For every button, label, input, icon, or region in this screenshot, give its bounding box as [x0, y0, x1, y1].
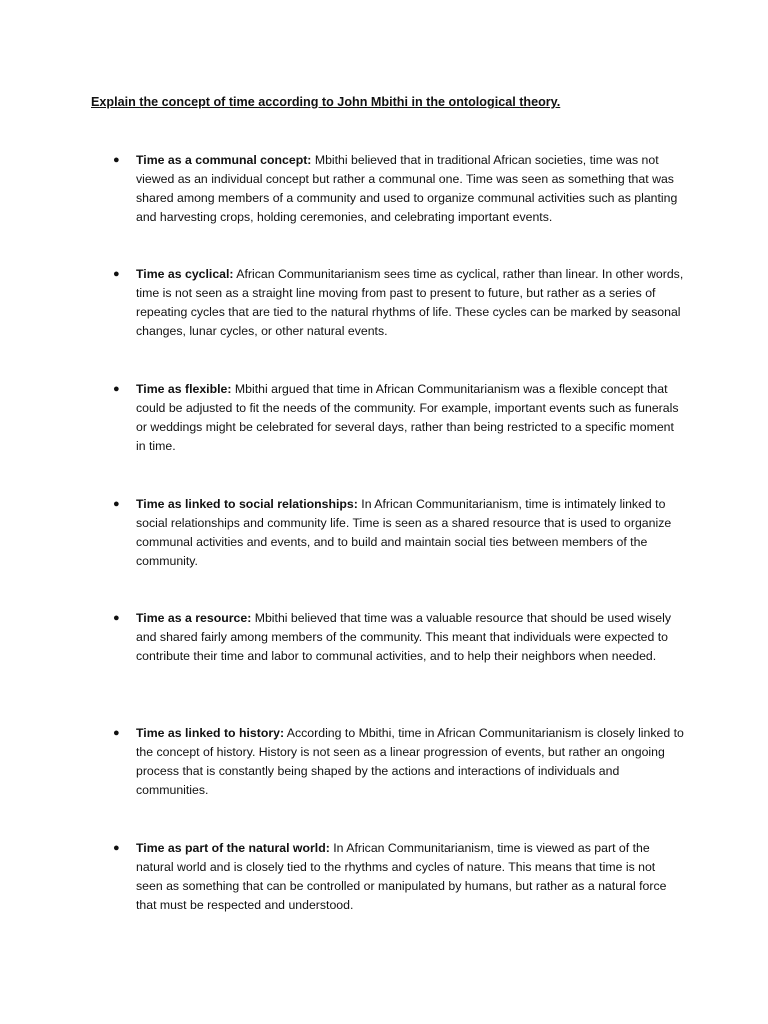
bullet-icon: ●	[113, 498, 120, 510]
list-item-description: Mbithi believed that time was a valuable resource that should be used wisely and shared fairly among members of the community. This meant that individuals were expected to contribute their time and labor to communal activities, and to help their neighbors when needed.	[136, 611, 671, 663]
bullet-icon: ●	[113, 383, 120, 395]
list-item-description: African Communitarianism sees time as cyclical, rather than linear. In other words, time is not seen as a straight line moving from past to present to future, but rather as a series of repeating cycles that are tied to the natural rhythms of life. These cycles can be marked by seasonal changes, lunar cycles, or other natural events.	[136, 267, 684, 338]
list-item-description: According to Mbithi, time in African Communitarianism is closely linked to the concept of history. History is not seen as a linear progression of events, but rather an ongoing process that is constantly being shaped by the actions and interactions of individuals and communities.	[136, 726, 684, 797]
list-item-term: Time as cyclical:	[136, 267, 234, 281]
list-item-text	[136, 380, 684, 456]
list-item-description: Mbithi believed that in traditional African societies, time was not viewed as an individual concept but rather a communal one. Time was seen as something that was shared among members of a community and used to organize communal activities such as planting and harvesting crops, holding ceremonies, and celebrating important events.	[136, 153, 678, 224]
list-item-term: Time as part of the natural world:	[136, 841, 330, 855]
list-item-description: Mbithi argued that time in African Communitarianism was a flexible concept that could be adjusted to fit the needs of the community. For example, important events such as funerals or weddings might be celebrated for several days, rather than being restricted to a specific moment in time.	[136, 382, 679, 453]
list-item-description: In African Communitarianism, time is viewed as part of the natural world and is closely tied to the rhythms and cycles of nature. This means that time is not seen as something that can be controlled or manipulated by humans, but rather as a natural force that must be respected and understood.	[136, 841, 667, 912]
document-heading: Explain the concept of time according to John Mbithi in the ontological theory.	[91, 95, 561, 109]
list-item-text	[136, 724, 684, 800]
list-item-term: Time as a communal concept:	[136, 153, 312, 167]
list-item-text	[136, 609, 684, 666]
bullet-icon: ●	[113, 154, 120, 166]
list-item-text	[136, 839, 684, 915]
list-item-term: Time as linked to history:	[136, 726, 285, 740]
list-item-term: Time as flexible:	[136, 382, 232, 396]
bullet-icon: ●	[113, 612, 120, 624]
list-item-term: Time as linked to social relationships:	[136, 497, 358, 511]
bullet-icon: ●	[113, 268, 120, 280]
bullet-icon: ●	[113, 842, 120, 854]
list-item-text	[136, 151, 684, 227]
list-item-term: Time as a resource:	[136, 611, 252, 625]
list-item-text	[136, 495, 684, 571]
list-item-description: In African Communitarianism, time is intimately linked to social relationships and community life. Time is seen as a shared resource that is used to organize communal activities and events, and to build and maintain social ties between members of the community.	[136, 497, 672, 568]
bullet-icon: ●	[113, 727, 120, 739]
list-item-text	[136, 265, 684, 341]
